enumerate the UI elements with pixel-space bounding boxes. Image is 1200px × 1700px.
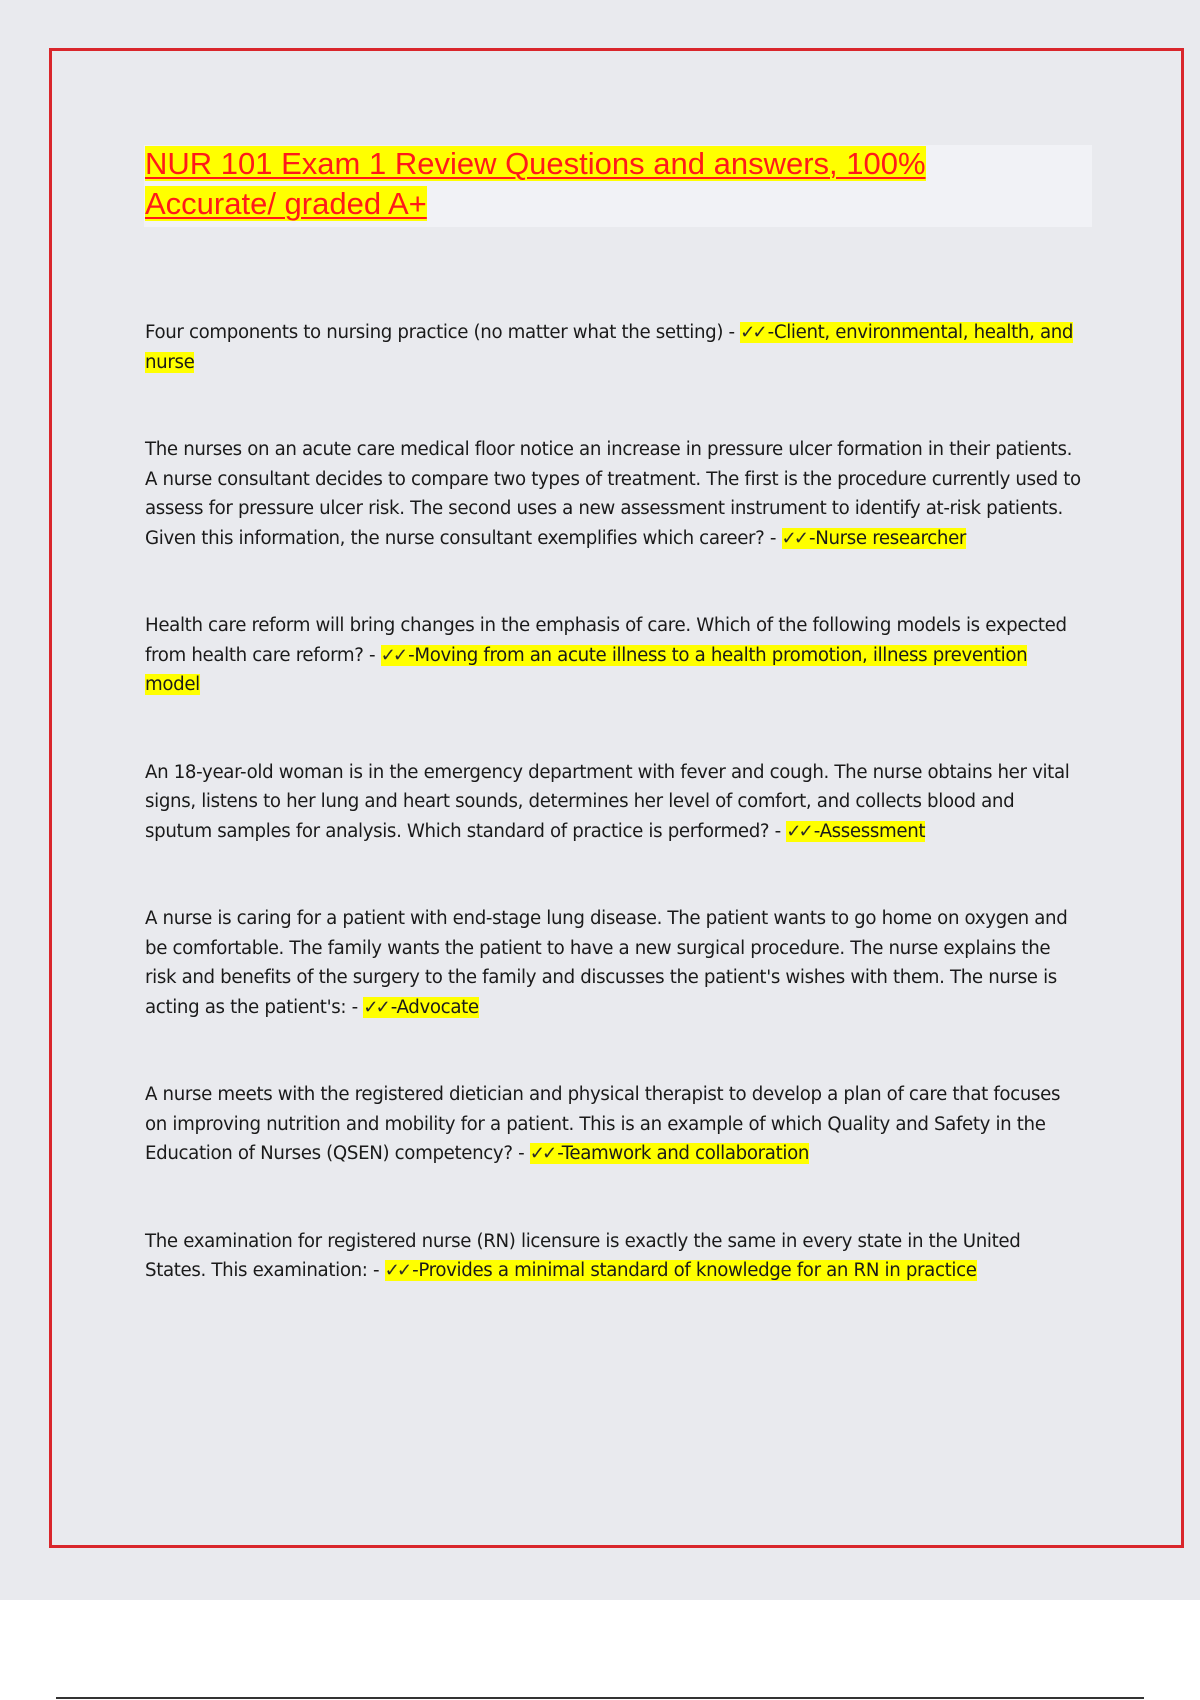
answer-text: -Client, environmental, health, and nurse	[145, 322, 1074, 373]
double-check-icon: ✓✓	[740, 322, 765, 343]
answer-text: -Assessment	[813, 820, 926, 842]
qa-item-3	[145, 611, 1085, 700]
question-answer-list	[145, 318, 1085, 1344]
qa-item-6	[145, 1080, 1085, 1169]
qa-item-2	[145, 435, 1085, 553]
qa-item-1	[145, 318, 1085, 377]
double-check-icon: ✓✓	[384, 1260, 410, 1281]
question-text: A nurse meets with the registered dietician and physical therapist to develop a plan of care that focuses on improving nutrition and mobility for a patient. This is an example of which Quality and Safety in the Education of Nurses (QSEN) competency? -	[145, 1084, 1061, 1164]
document-title-text: NUR 101 Exam 1 Review Questions and answers, 100% Accurate/ graded A+	[145, 146, 926, 221]
qa-item-5	[145, 904, 1085, 1022]
qa-item-4	[145, 758, 1085, 847]
footer-divider	[56, 1697, 1144, 1699]
answer-text: -Advocate	[390, 996, 479, 1018]
question-text: Four components to nursing practice (no matter what the setting) -	[145, 322, 741, 343]
document-title	[145, 144, 975, 224]
qa-item-7	[145, 1227, 1085, 1286]
answer-highlight	[786, 821, 925, 842]
answer-highlight	[530, 1143, 809, 1164]
answer-text: -Provides a minimal standard of knowledge for an RN in practice	[412, 1260, 977, 1281]
answer-highlight	[782, 528, 967, 549]
answer-text: -Nurse researcher	[809, 527, 967, 549]
double-check-icon: ✓✓	[781, 527, 807, 549]
answer-highlight	[385, 1260, 977, 1281]
double-check-icon: ✓✓	[380, 644, 406, 666]
answer-text: -Moving from an acute illness to a health promotion, illness prevention model	[145, 644, 1028, 695]
question-text: An 18-year-old woman is in the emergency department with fever and cough. The nurse obtains her vital signs, listens to her lung and heart sounds, determines her level of comfort, and collects blood and sputum samples for analysis. Which standard of practice is performed? -	[145, 761, 1070, 842]
question-text: A nurse is caring for a patient with end-stage lung disease. The patient wants to go home on oxygen and be comfortable. The family wants the patient to have a new surgical procedure. The nurse explains the risk and benefits of the surgery to the family and discusses the patient's wishes with them. The nurse is acting as the patient's: -	[145, 908, 1068, 1018]
double-check-icon: ✓✓	[363, 996, 388, 1018]
double-check-icon: ✓✓	[529, 1143, 555, 1164]
question-text: Health care reform will bring changes in the emphasis of care. Which of the following models is expected from health care reform? -	[145, 615, 1067, 666]
answer-text: -Teamwork and collaboration	[557, 1143, 810, 1164]
question-text: The examination for registered nurse (RN) licensure is exactly the same in every state in the United States. This examination: -	[145, 1230, 1021, 1281]
double-check-icon: ✓✓	[786, 820, 811, 842]
question-text: The nurses on an acute care medical floor notice an increase in pressure ulcer formation in their patients. A nurse consultant decides to compare two types of treatment. The first is the procedure currently used to assess for pressure ulcer risk. The second uses a new assessment instrument to identify at-risk patients. Given this information, the nurse consultant exemplifies which career? -	[145, 439, 1081, 549]
answer-highlight	[363, 997, 479, 1018]
